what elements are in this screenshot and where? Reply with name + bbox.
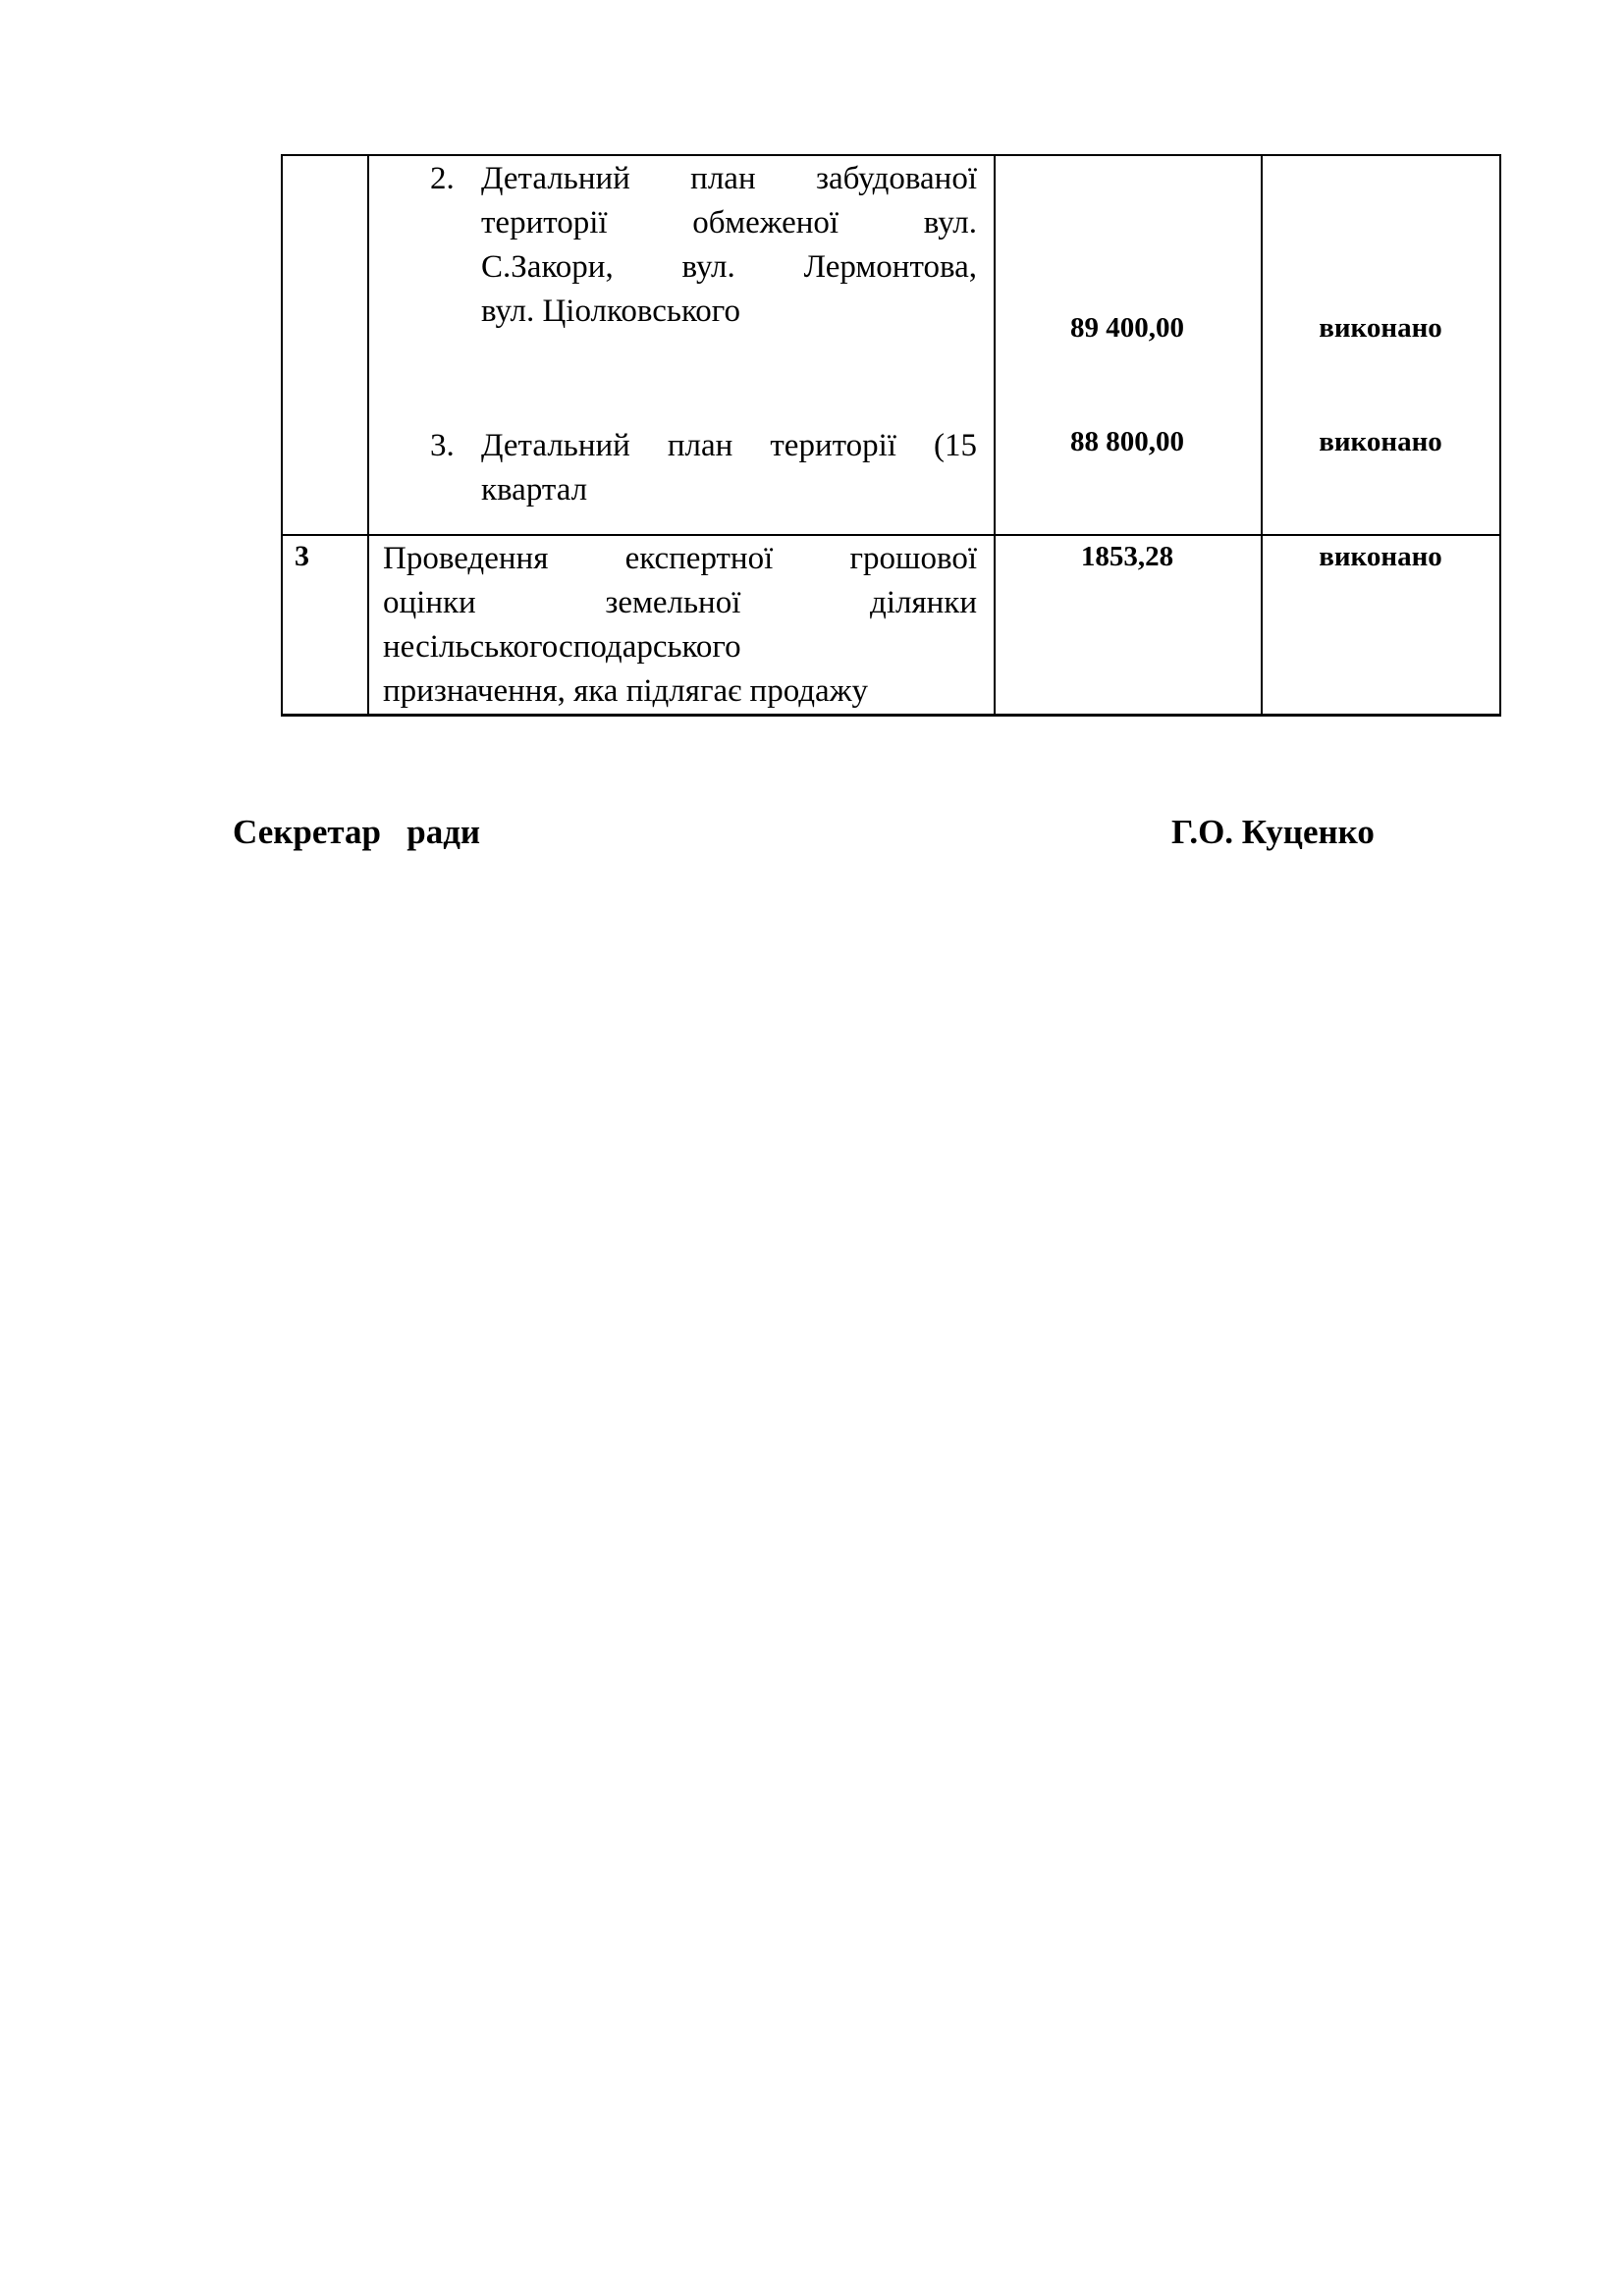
- description-line: вул. Ціолковського: [481, 294, 741, 329]
- status-value: виконано: [1319, 426, 1442, 457]
- table-bottom-border: [281, 714, 1501, 717]
- amount-value: 1853,28: [1080, 541, 1174, 572]
- status-value: виконано: [1319, 541, 1442, 572]
- signature-title: Секретар ради: [233, 813, 481, 851]
- status-value: виконано: [1319, 312, 1442, 344]
- description-line: Детальний план забудованої: [481, 161, 977, 196]
- table-top-border: [281, 154, 1501, 156]
- table-left-border: [281, 154, 283, 716]
- description-line: території обмеженої вул.: [481, 205, 977, 240]
- signature-name: Г.О. Куценко: [1171, 813, 1375, 851]
- table-row-divider: [281, 534, 1501, 536]
- amount-value: 89 400,00: [1070, 312, 1184, 344]
- table-col-divider-1: [367, 154, 369, 716]
- description-line: квартал: [481, 472, 588, 507]
- description-line: Детальний план території (15: [481, 428, 977, 463]
- list-item-number: 3.: [430, 428, 455, 463]
- description-line: Проведення експертної грошової: [383, 541, 977, 576]
- amount-value: 88 800,00: [1070, 426, 1184, 457]
- list-item-number: 2.: [430, 161, 455, 196]
- list-item-description: [481, 424, 977, 512]
- description-line: С.Закори, вул. Лермонтова,: [481, 249, 977, 285]
- table-right-border: [1499, 154, 1501, 716]
- description-line: оцінки земельної ділянки: [383, 585, 977, 620]
- row-number: 3: [295, 540, 309, 572]
- description-line: призначення, яка підлягає продажу: [383, 673, 869, 709]
- list-item-description: [481, 157, 977, 334]
- description-line: несільськогосподарського: [383, 629, 741, 665]
- row-description: [383, 537, 977, 714]
